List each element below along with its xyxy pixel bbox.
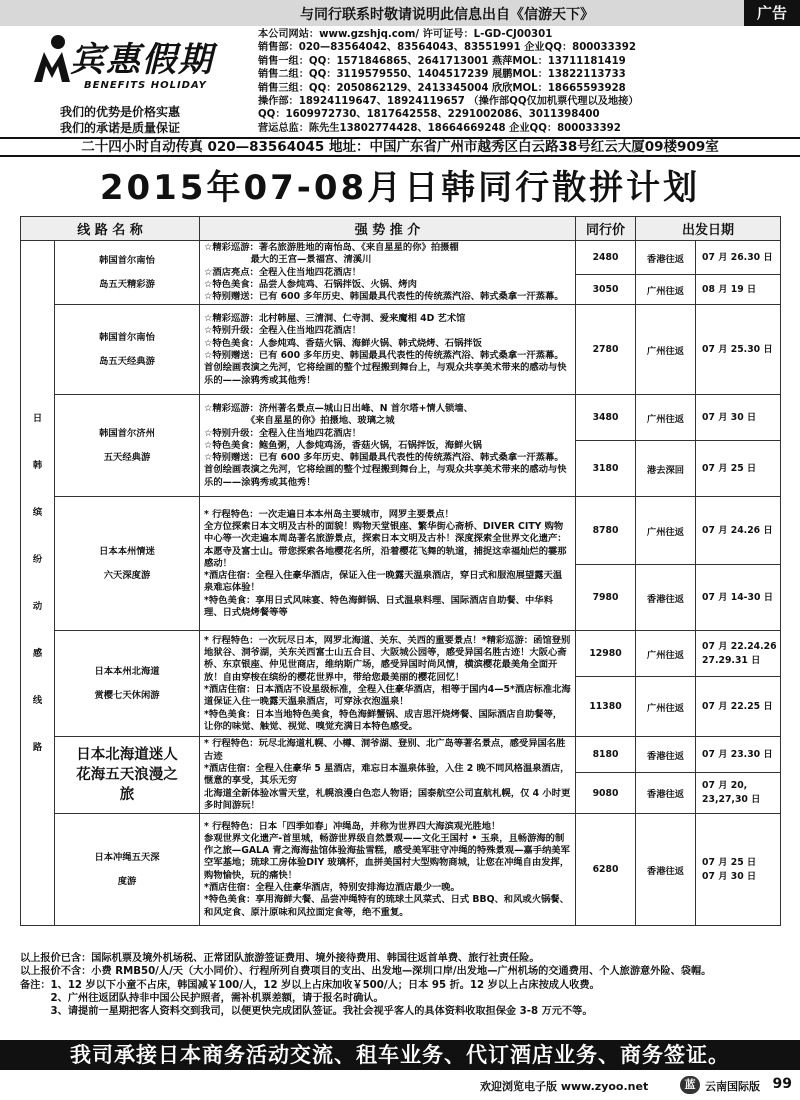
feature-line: ☆特别升级：全程入住当地四花酒店！ xyxy=(204,427,362,439)
table-row xyxy=(21,631,781,677)
route-features xyxy=(200,305,576,395)
feature-line: 《来自星星的你》拍摄地、玻璃之城 xyxy=(204,415,395,427)
feature-line: *酒店住宿：全程入住豪华 5 星酒店，难忘日本温泉体验，入住 2 晚不同风格温泉酒店，惬意的享受，其乐无穷 xyxy=(204,763,570,787)
origin: 香港往返 xyxy=(636,565,696,631)
route-name-line: 韩国首尔济州 xyxy=(99,427,155,439)
route-name-line: 日本北海道迷人 xyxy=(76,747,178,764)
info-line: 操作部：18924119647、18924119657 （操作部QQ仅加机票代理以及地接） xyxy=(258,95,639,107)
route-name-line: 六天深度游 xyxy=(103,569,151,581)
feature-line: * 行程特色：一次玩尽日本，网罗北海道、关东、关西的重要景点！*精彩巡游：函馆登别地狱谷、洞爷湖，关东关西富士山五合目、大阪城公园等，感受异国名胜古迹！大阪心斋桥、东京银座、仲见世商店，维纳斯广场，感受异国时尚风情，横滨樱花最美角全面开放！自由穿梭在缤纷的樱花世界中，带给您最美丽的樱花回忆！ xyxy=(204,634,571,683)
feature-line: * 行程特色：一次走遍日本本州岛主要城市，网罗主要景点！ xyxy=(204,508,454,520)
feature-line: *特色美食：享用海鲜大餐、品尝冲绳特有的琉球土风菜式、日式 BBQ、和风或火锅餐、和风定食、原汁原味和风拉面定食等，绝不重复。 xyxy=(204,894,569,918)
company-info xyxy=(258,28,798,135)
origin: 香港往返 xyxy=(636,241,696,275)
side-label-char: 韩 xyxy=(32,460,43,472)
route-name-line: 岛五天经典游 xyxy=(99,355,155,367)
table-row xyxy=(21,737,781,773)
feature-line: ☆酒店亮点：全程入住当地四花酒店！ xyxy=(204,266,362,278)
top-banner xyxy=(0,0,800,26)
route-name xyxy=(55,631,200,737)
page-number: 99 xyxy=(772,1076,792,1092)
departure-dates: 07 月 14-30 日 xyxy=(696,565,781,631)
departure-dates: 07 月 25.30 日 xyxy=(696,305,781,395)
table-header-row xyxy=(21,217,781,241)
origin: 广州往返 xyxy=(636,497,696,565)
table-row xyxy=(21,241,781,275)
route-name-line: 日本冲绳五天深 xyxy=(94,851,160,863)
price: 3480 xyxy=(576,395,636,441)
logo-name-en: BENEFITS HOLIDAY xyxy=(84,80,207,91)
feature-line: * 行程特色：玩尽北海道札幌、小樽、洞爷湖、登别、北广岛等著名景点，感受异国名胜古迹 xyxy=(204,738,566,762)
feature-line: ☆特别赠送：已有 600 多年历史、韩国最具代表性的传统蒸汽浴、韩式桑拿一汗蒸幕。首创绘画表演之先河，它将绘画的整个过程搬到舞台上，与观众共享美术带来的感动与快乐的——涂鸦秀或其他秀！ xyxy=(204,452,567,488)
info-line: 营运总监：陈先生13802774428、18664669248 企业QQ：800033392 xyxy=(258,122,621,134)
notes xyxy=(20,952,780,1018)
route-name-line: 岛五天精彩游 xyxy=(99,278,155,290)
footer-edition: 云南国际版 xyxy=(705,1080,760,1093)
header-features: 强 势 推 介 xyxy=(200,217,576,241)
price: 3180 xyxy=(576,441,636,497)
feature-line: * 行程特色：日本「四季如春」冲绳岛，并称为世界四大海滨观光胜地！ xyxy=(204,820,501,832)
price: 7980 xyxy=(576,565,636,631)
footer-site: 欢迎浏览电子版 www.zyoo.net xyxy=(480,1080,649,1093)
footer-badge: 蓝 xyxy=(680,1076,700,1094)
feature-line: *酒店住宿：日本酒店不设星级标准，全程入住豪华酒店，相等于国内4—5*酒店标准北海道保证入住一晚露天温泉酒店，可穿泳衣泡温泉！ xyxy=(204,683,571,708)
feature-line: *特色美食：日本当地特色美食，特色海鲜蟹锅、成吉思汗烧烤餐、国际酒店自助餐等，让你的味觉、触觉、视觉、嗅觉充满日本特色感受。 xyxy=(204,708,563,732)
side-label-char: 缤 xyxy=(32,507,43,519)
route-name xyxy=(55,814,200,926)
info-line: 销售三组：QQ：2050862129、2413345004 欣欣MOL：18665593928 xyxy=(258,82,626,94)
feature-line: 全方位探索日本文明及古朴的面貌！购物天堂银座、繁华街心斋桥、DIVER CITY 购物中心等一次走遍本周岛著名旅游景点，探索日本文明及古朴！深度探索全世界文化遗产：本愿寺及富士山。带您探索各地樱花名所，沿着樱花飞舞的轨道，捕捉这幸福灿烂的霎那感动！ xyxy=(204,520,567,569)
info-line: 销售一组：QQ：1571846865、2641713001 燕萍MOL：13711181419 xyxy=(258,55,626,67)
route-features xyxy=(200,814,576,926)
table-row xyxy=(21,814,781,926)
feature-line: 北海道全新体验冰雪天堂，札幌浪漫白色恋人物语；国泰航空公司直航札幌，仅 4 小时更多时间游玩！ xyxy=(204,787,571,811)
departure-dates: 07 月 22.25 日 xyxy=(696,677,781,737)
price: 9080 xyxy=(576,773,636,814)
feature-line: 参观世界文化遗产-首里城，畅游世界级自然景观——文化王国村 • 玉泉，且畅游海的制作之旅—GALA 青之海海盐馆体验海盐雪糕，感受美军驻守冲绳的特殊景观—嘉手纳美军空军基地；琉球工房体验DIY 玻璃杯，血拼美国村大型购物商城，让您在冲绳自由发挥，购物愉快，玩的痛快！ xyxy=(204,832,570,881)
route-name xyxy=(55,241,200,305)
price: 11380 xyxy=(576,677,636,737)
top-slogan: 与同行联系时敬请说明此信息出自《信游天下》 xyxy=(300,7,594,23)
bottom-banner: 我司承接日本商务活动交流、租车业务、代订酒店业务、商务签证。 xyxy=(0,1040,800,1070)
feature-line: ☆特别升级：全程入住当地四花酒店！ xyxy=(204,325,362,337)
route-name-line: 日本本州北海道 xyxy=(94,665,160,677)
origin: 广州往返 xyxy=(636,631,696,677)
price: 2480 xyxy=(576,241,636,275)
price: 3050 xyxy=(576,275,636,305)
departure-dates: 07 月 24.26 日 xyxy=(696,497,781,565)
feature-line: ☆精彩巡游：济州著名景点—城山日出峰、N 首尔塔+情人锁墙、 xyxy=(204,402,473,414)
header-price: 同行价 xyxy=(576,217,636,241)
side-label-char: 动 xyxy=(32,601,43,613)
note-line: 2、广州往返团队持非中国公民护照者，需补机票差额，请于报名时确认。 xyxy=(20,992,384,1004)
note-line: 以上报价不含：小费 RMB50/人/天（大小同价）、行程所列自费项目的支出、出发地—深圳口岸/出发地—广州机场的交通费用、个人旅游意外险、袋帽。 xyxy=(20,966,712,978)
page-title: 2015年07-08月日韩同行散拼计划 xyxy=(99,168,701,208)
note-line: 备注：1、12 岁以下小童不占床，韩国减￥100/人，12 岁以上占床加收￥500/人；日本 95 折。12 岁以上占床按成人收费。 xyxy=(20,979,600,991)
side-label-char: 纷 xyxy=(32,554,43,566)
feature-line: *酒店住宿：全程入住豪华酒店，保证入住一晚露天温泉酒店，穿日式和服泡展望露天温泉难忘体验！ xyxy=(204,570,563,594)
info-line: 销售部：020—83564042、83564043、83551991 企业QQ：800033392 xyxy=(258,42,636,54)
route-name-line: 韩国首尔南怡 xyxy=(99,331,155,343)
info-line: 本公司网站：www.gzshjq.com/ 许可证号：L-GD-CJ00301 xyxy=(258,29,553,40)
route-name-line: 日本本州情迷 xyxy=(99,545,155,557)
route-name xyxy=(55,737,200,814)
feature-line: *特色美食：享用日式风味宴、特色海鲜锅、日式温泉料理、国际酒店自助餐、中华料理、日式烧烤餐等等 xyxy=(204,594,553,619)
header-departure: 出发日期 xyxy=(636,217,781,241)
feature-line: ☆精彩巡游：著名旅游胜地的南怡岛、《来自星星的你》拍摄棚 xyxy=(204,242,459,253)
tour-table xyxy=(20,216,781,926)
departure-dates: 07 月 22.24.26 27.29.31 日 xyxy=(696,631,781,677)
logo-figure-icon xyxy=(30,34,74,86)
price: 8780 xyxy=(576,497,636,565)
route-features xyxy=(200,497,576,631)
departure-dates: 07 月 20, 23,27,30 日 xyxy=(696,773,781,814)
footer xyxy=(480,1078,800,1096)
origin: 港去深回 xyxy=(636,441,696,497)
table-row xyxy=(21,395,781,441)
route-features xyxy=(200,395,576,497)
note-line: 以上报价已含：国际机票及境外机场税、正常团队旅游签证费用、境外接待费用、韩国往返首单费、旅行社责任险。 xyxy=(20,953,540,964)
route-name-line: 度游 xyxy=(117,875,137,887)
feature-line: *酒店住宿：全程入住豪华酒店，特别安排海边酒店最少一晚。 xyxy=(204,882,460,894)
feature-line: ☆特色美食：人参炖鸡、香菇火锅、海鲜火锅、韩式烧烤、石锅拌饭 xyxy=(204,337,482,349)
origin: 广州往返 xyxy=(636,305,696,395)
departure-dates: 08 月 19 日 xyxy=(696,275,781,305)
route-name-line: 韩国首尔南怡 xyxy=(99,254,155,266)
ad-label: 广告 xyxy=(744,0,800,26)
route-features xyxy=(200,631,576,737)
logo xyxy=(30,32,250,102)
origin: 香港往返 xyxy=(636,814,696,926)
price: 12980 xyxy=(576,631,636,677)
origin: 广州往返 xyxy=(636,677,696,737)
route-features xyxy=(200,241,576,305)
header-route: 线 路 名 称 xyxy=(21,217,200,241)
table-row xyxy=(21,305,781,395)
side-label-char: 感 xyxy=(32,648,43,660)
logo-name: 宾惠假期 xyxy=(70,40,214,80)
price: 2780 xyxy=(576,305,636,395)
route-name-line: 赏樱七天休闲游 xyxy=(94,689,160,701)
origin: 广州往返 xyxy=(636,395,696,441)
route-name xyxy=(55,305,200,395)
route-features xyxy=(200,737,576,814)
departure-dates: 07 月 25 日 07 月 30 日 xyxy=(696,814,781,926)
origin: 香港往返 xyxy=(636,737,696,773)
motto-2: 我们的承诺是质量保证 xyxy=(60,121,181,135)
fax-address-line: 二十四小时自动传真 020—83564045 地址：中国广东省广州市越秀区白云路38号红云大厦09楼909室 xyxy=(0,137,800,157)
departure-dates: 07 月 30 日 xyxy=(696,395,781,441)
motto-1: 我们的优势是价格实惠 xyxy=(60,105,181,119)
departure-dates: 07 月 26.30 日 xyxy=(696,241,781,275)
info-line: 销售二组：QQ：3119579550、1404517239 展鹏MOL：13822113733 xyxy=(258,69,626,81)
route-name xyxy=(55,395,200,497)
route-name-line: 五天经典游 xyxy=(103,451,151,463)
departure-dates: 07 月 23.30 日 xyxy=(696,737,781,773)
side-label-char: 日 xyxy=(32,413,43,425)
feature-line: ☆特色美食：鲍鱼粥，人参炖鸡汤，香菇火锅，石锅拌饭，海鲜火锅 xyxy=(204,439,482,451)
feature-line: ☆特色美食：品尝人参炖鸡、石锅拌饭、火锅、烤肉 xyxy=(204,278,417,290)
feature-line: ☆特别赠送：已有 600 多年历史、韩国最具代表性的传统蒸汽浴、韩式桑拿一汗蒸幕。首创绘画表演之先河，它将绘画的整个过程搬到舞台上，与观众共享美术带来的感动与快乐的——涂鸦秀或其他秀！ xyxy=(204,349,567,386)
note-line: 3、请提前一星期把客人资料交到我司，以便更快完成团队签证。我社会视乎客人的具体资料收取担保金 3-8 万元不等。 xyxy=(20,1006,593,1018)
feature-line: 最大的王宫—景福宫、清溪川 xyxy=(204,254,372,266)
side-label-char: 路 xyxy=(32,742,43,754)
route-name-line: 花海五天浪漫之 xyxy=(76,767,178,784)
route-name-line: 旅 xyxy=(119,787,135,804)
origin: 香港往返 xyxy=(636,773,696,814)
origin: 广州往返 xyxy=(636,275,696,305)
side-label-char: 线 xyxy=(32,695,43,707)
departure-dates: 07 月 25 日 xyxy=(696,441,781,497)
table-row xyxy=(21,497,781,565)
side-label xyxy=(21,241,55,926)
price: 6280 xyxy=(576,814,636,926)
feature-line: ☆特别赠送：已有 600 多年历史、韩国最具代表性的传统蒸汽浴、韩式桑拿一汗蒸幕。 xyxy=(204,291,564,303)
info-line: QQ：1609972730、1817642558、2291002086、3011398400 xyxy=(258,109,600,121)
price: 8180 xyxy=(576,737,636,773)
feature-line: ☆精彩巡游：北村韩屋、三清洞、仁寺洞、爱来魔相 4D 艺术馆 xyxy=(204,313,466,325)
route-name xyxy=(55,497,200,631)
